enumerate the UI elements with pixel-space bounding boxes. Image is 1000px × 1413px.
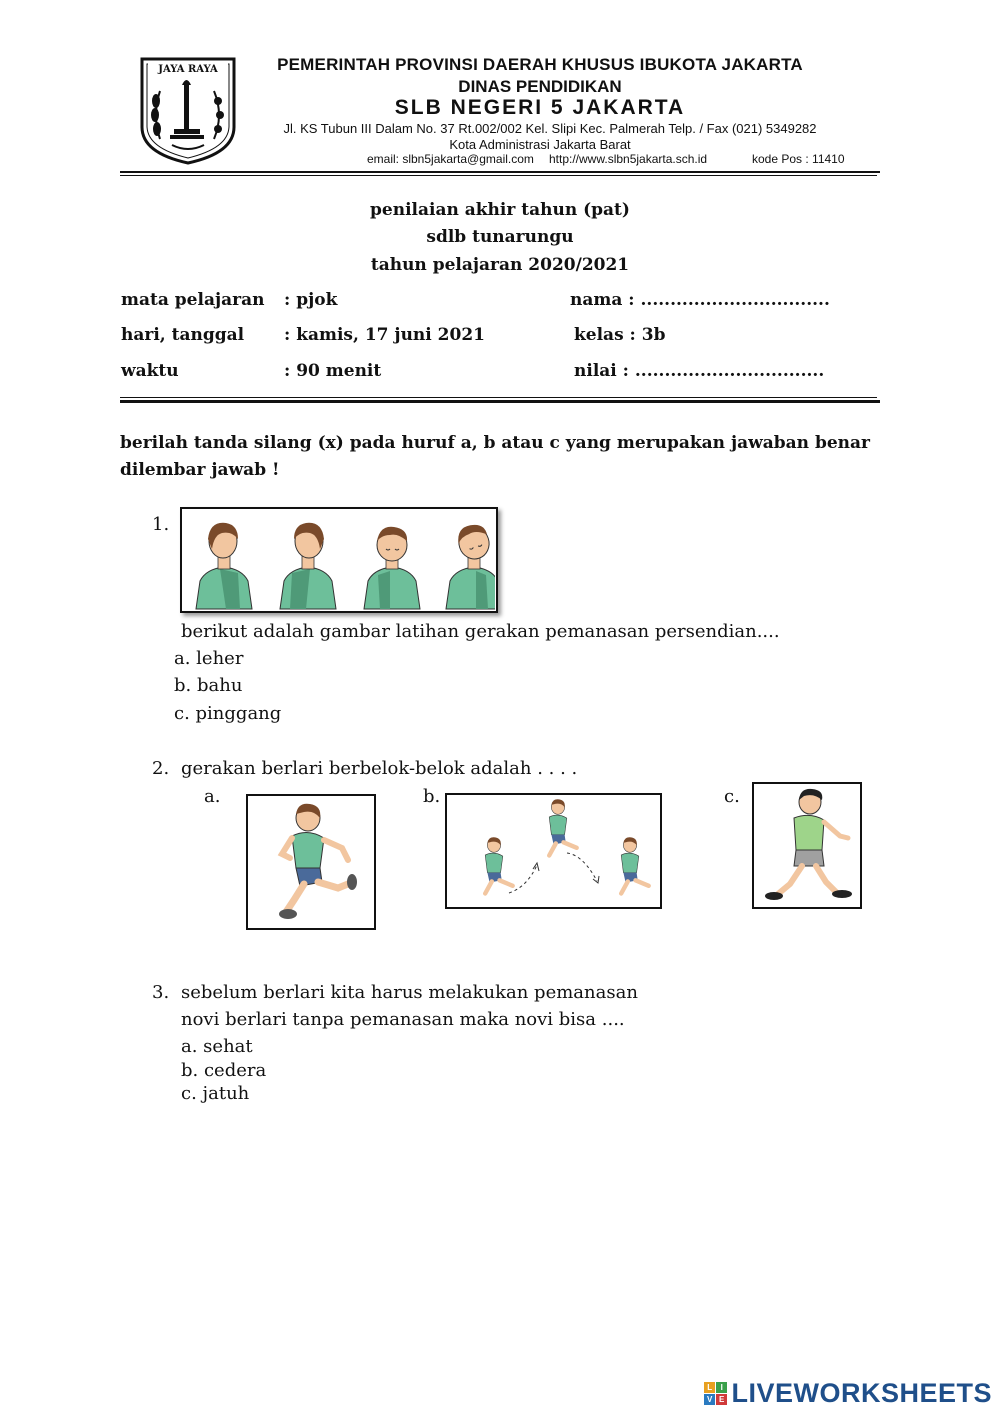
exam-subtitle: sdlb tunarungu: [426, 227, 574, 247]
liveworksheets-brand[interactable]: [704, 1378, 992, 1409]
header-line-1: PEMERINTAH PROVINSI DAERAH KHUSUS IBUKOTA JAKARTA: [277, 55, 803, 74]
question-1-option-c[interactable]: c. pinggang: [174, 703, 282, 724]
school-address: Jl. KS Tubun III Dalam No. 37 Rt.002/002 Kel. Slipi Kec. Palmerah Telp. / Fax (021) 5349282: [283, 121, 817, 136]
brand-name: LIVEWORKSHEETS: [731, 1378, 992, 1408]
score-field[interactable]: nilai : ................................: [574, 361, 825, 381]
question-2-image-a: [246, 794, 376, 930]
school-postcode: kode Pos : 11410: [752, 152, 845, 166]
jakarta-logo: [138, 55, 238, 167]
exam-title: penilaian akhir tahun (pat): [370, 200, 630, 220]
question-1-image: [180, 507, 498, 613]
question-3-option-b[interactable]: b. cedera: [181, 1060, 267, 1081]
question-1-option-b[interactable]: b. bahu: [174, 675, 243, 696]
question-2-option-b[interactable]: b.: [423, 786, 441, 807]
question-3-number: 3.: [152, 982, 170, 1003]
question-1-option-a[interactable]: a. leher: [174, 648, 244, 669]
question-3-text: sebelum berlari kita harus melakukan pemanasan: [181, 982, 638, 1003]
brand-badge-icon: L I V E: [704, 1382, 727, 1405]
name-field[interactable]: nama : ................................: [570, 290, 830, 310]
neck-exercise-figure-4: [446, 521, 495, 609]
header-line-2: DINAS PENDIDIKAN: [458, 77, 622, 96]
neck-exercise-figure-1: [196, 523, 252, 609]
date-value: : kamis, 17 juni 2021: [284, 325, 485, 345]
question-2-option-a[interactable]: a.: [204, 786, 221, 807]
question-1-text: berikut adalah gambar latihan gerakan pemanasan persendian....: [181, 621, 780, 642]
class-field: kelas : 3b: [574, 325, 666, 345]
time-label: waktu: [121, 361, 179, 381]
question-3-text-2: novi berlari tanpa pemanasan maka novi bisa ....: [181, 1009, 625, 1030]
info-divider-thin: [120, 397, 877, 398]
question-3-option-c[interactable]: c. jatuh: [181, 1083, 250, 1104]
school-email: email: slbn5jakarta@gmail.com: [367, 152, 534, 166]
neck-exercise-figure-3: [364, 527, 420, 609]
school-city: Kota Administrasi Jakarta Barat: [449, 137, 631, 152]
question-2-image-b: [445, 793, 662, 909]
question-2-text: gerakan berlari berbelok-belok adalah . . . .: [181, 758, 578, 779]
header-divider: [120, 171, 880, 173]
question-2-image-c: [752, 782, 862, 909]
instruction: berilah tanda silang (x) pada huruf a, b atau c yang merupakan jawaban benar dilembar jawab !: [120, 433, 870, 480]
question-3-option-a[interactable]: a. sehat: [181, 1036, 253, 1057]
exam-year: tahun pelajaran 2020/2021: [370, 255, 630, 275]
neck-exercise-figure-2: [280, 523, 336, 609]
school-name: SLB NEGERI 5 JAKARTA: [394, 96, 686, 119]
time-value: : 90 menit: [284, 361, 382, 381]
info-divider: [120, 400, 880, 403]
subject-label: mata pelajaran: [121, 290, 265, 310]
logo-text: JAYA RAYA: [158, 64, 218, 75]
question-2-option-c[interactable]: c.: [724, 786, 740, 807]
question-1-number: 1.: [152, 514, 170, 535]
school-website: http://www.slbn5jakarta.sch.id: [549, 152, 708, 166]
subject-value: : pjok: [284, 290, 338, 310]
question-2-number: 2.: [152, 758, 170, 779]
header-divider-thin: [120, 175, 877, 176]
date-label: hari, tanggal: [121, 325, 245, 345]
